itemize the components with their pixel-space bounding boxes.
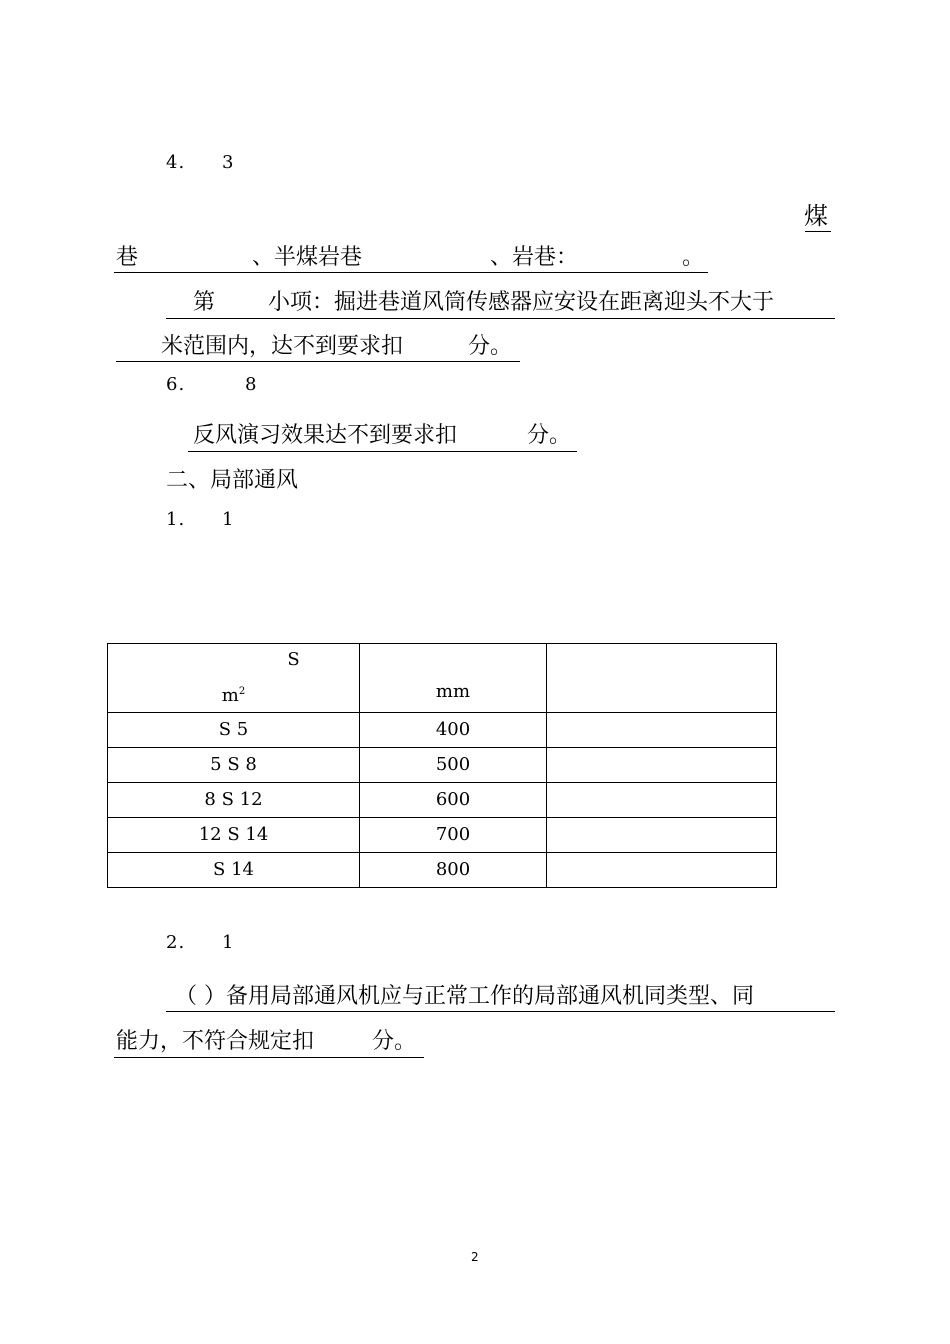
header-area-symbol: S bbox=[287, 649, 300, 670]
row-diameter: 600 bbox=[360, 783, 547, 818]
item6-points: 8 bbox=[245, 374, 258, 395]
row-area: 8 S 12 bbox=[108, 783, 360, 818]
line3-period: 。 bbox=[682, 245, 705, 270]
item5-underline-1 bbox=[166, 318, 835, 319]
header-area-unit: $m^2$ bbox=[221, 685, 246, 706]
line3-half-coal: 、半煤岩巷 bbox=[252, 245, 363, 270]
s2-item2-text-2: 能力，不符合规定扣 bbox=[116, 1029, 315, 1054]
header-area bbox=[108, 644, 360, 713]
row-area: 5 S 8 bbox=[108, 748, 360, 783]
item5-prefix: 第 bbox=[193, 290, 216, 315]
row-remark bbox=[547, 783, 777, 818]
item5-underline-2 bbox=[116, 361, 520, 362]
row-diameter: 500 bbox=[360, 748, 547, 783]
row-remark bbox=[547, 748, 777, 783]
row-area: 12 S 14 bbox=[108, 818, 360, 853]
coal-underline bbox=[805, 231, 831, 232]
row-remark bbox=[547, 818, 777, 853]
line3-lane: 巷 bbox=[116, 245, 139, 270]
item5-text: 小项：掘进巷道风筒传感器应安设在距离迎头不大于 bbox=[268, 290, 775, 315]
table-row bbox=[108, 853, 777, 888]
page-number: 2 bbox=[471, 1250, 479, 1264]
row-area: S 14 bbox=[108, 853, 360, 888]
item4-points: 3 bbox=[222, 152, 235, 173]
duct-diameter-table bbox=[107, 643, 777, 888]
item5-text-3: 分。 bbox=[468, 334, 513, 359]
s2-item2-number: 2. bbox=[166, 932, 186, 953]
row-diameter: 700 bbox=[360, 818, 547, 853]
item4-number: 4. bbox=[166, 152, 186, 173]
row-diameter: 800 bbox=[360, 853, 547, 888]
item6-text: 反风演习效果达不到要求扣 bbox=[193, 423, 458, 448]
s2-item2-text-3: 分。 bbox=[372, 1029, 417, 1054]
table-row bbox=[108, 783, 777, 818]
header-diameter bbox=[360, 644, 547, 713]
item5-text-2: 米范围内，达不到要求扣 bbox=[161, 334, 404, 359]
line3-underline bbox=[114, 272, 708, 273]
item6-text-2: 分。 bbox=[527, 423, 572, 448]
table-row bbox=[108, 713, 777, 748]
row-diameter: 400 bbox=[360, 713, 547, 748]
table-row bbox=[108, 818, 777, 853]
header-remark bbox=[547, 644, 777, 713]
s2-item2-points: 1 bbox=[222, 932, 235, 953]
section2-title: 二、局部通风 bbox=[166, 468, 299, 493]
row-remark bbox=[547, 853, 777, 888]
item6-number: 6. bbox=[166, 374, 186, 395]
s2-item1-number: 1. bbox=[166, 509, 186, 530]
row-remark bbox=[547, 713, 777, 748]
item6-underline bbox=[188, 451, 577, 452]
s2-item2-text: （ ）备用局部通风机应与正常工作的局部通风机同类型、同 bbox=[175, 984, 754, 1009]
table-header-row bbox=[108, 644, 777, 713]
coal-char: 煤 bbox=[804, 202, 828, 230]
table-row bbox=[108, 748, 777, 783]
line3-rock: 、岩巷： bbox=[490, 245, 579, 270]
header-diameter-unit: mm bbox=[435, 681, 471, 702]
row-area: S 5 bbox=[108, 713, 360, 748]
s2-item2-underline-2 bbox=[114, 1057, 424, 1058]
s2-item1-points: 1 bbox=[222, 509, 235, 530]
s2-item2-underline-1 bbox=[166, 1011, 835, 1012]
